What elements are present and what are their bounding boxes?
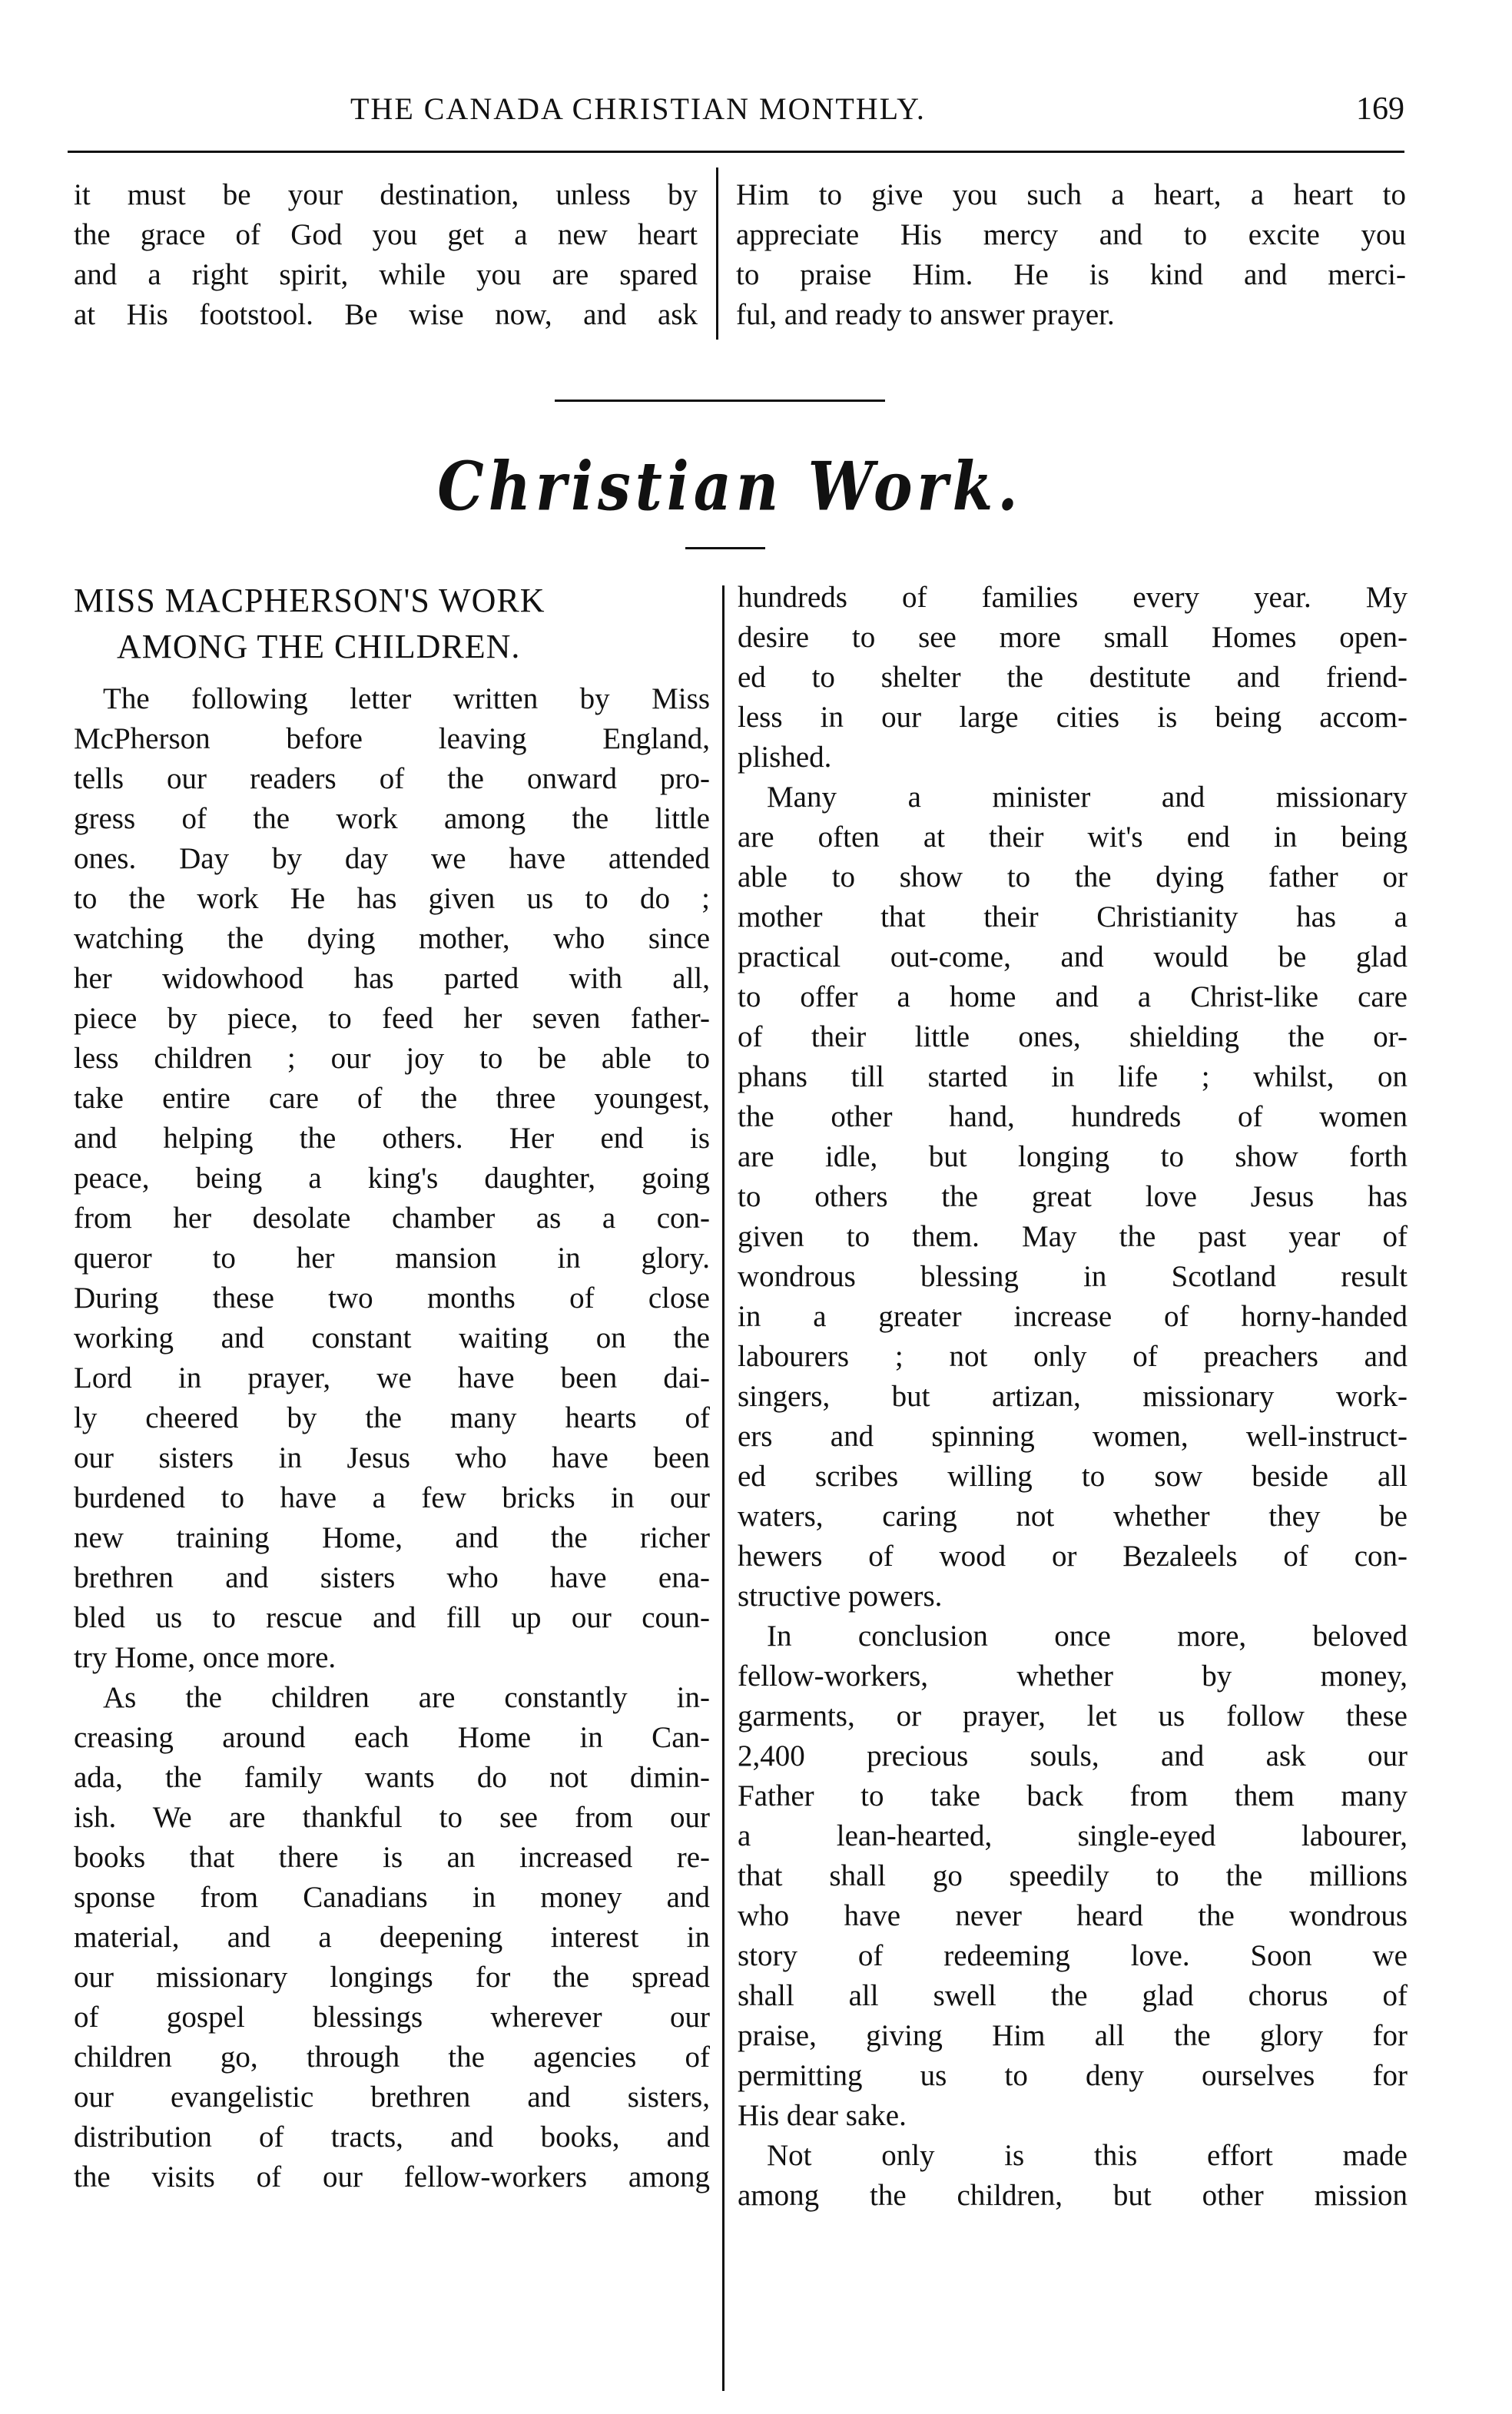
- text-line: who have never heard the wondrous: [738, 1899, 1408, 1932]
- text-line: During these two months of close: [74, 1282, 710, 1315]
- text-line: ada, the family wants do not dimin-: [74, 1761, 710, 1794]
- text-line: Him to give you such a heart, a heart to: [736, 178, 1406, 211]
- text-line: ish. We are thankful to see from our: [74, 1801, 710, 1834]
- text-line: to offer a home and a Christ-like care: [738, 980, 1408, 1013]
- text-line: phans till started in life ; whilst, on: [738, 1060, 1408, 1093]
- text-line: permitting us to deny ourselves for: [738, 2059, 1408, 2092]
- text-line: garments, or prayer, let us follow these: [738, 1699, 1408, 1733]
- text-line: ed to shelter the destitute and friend-: [738, 661, 1408, 694]
- text-line: sponse from Canadians in money and: [74, 1881, 710, 1914]
- text-line: a lean-hearted, single-eyed labourer,: [738, 1819, 1408, 1852]
- text-line: able to show to the dying father or: [738, 860, 1408, 894]
- text-line: ers and spinning women, well-instruct-: [738, 1420, 1408, 1453]
- column-divider: [722, 585, 724, 2391]
- text-line: of gospel blessings wherever our: [74, 2001, 710, 2034]
- text-line: plished.: [738, 741, 832, 774]
- text-line: ly cheered by the many hearts of: [74, 1401, 710, 1434]
- text-line: our missionary longings for the spread: [74, 1961, 710, 1994]
- text-line: watching the dying mother, who since: [74, 922, 710, 955]
- running-title: THE CANADA CHRISTIAN MONTHLY.: [350, 91, 926, 126]
- text-line: queror to her mansion in glory.: [74, 1242, 710, 1275]
- text-line: creasing around each Home in Can-: [74, 1721, 710, 1754]
- text-line: structive powers.: [738, 1580, 943, 1613]
- text-line: the visits of our fellow-workers among: [74, 2160, 710, 2193]
- text-line: fellow-workers, whether by money,: [738, 1660, 1408, 1693]
- text-line: and a right spirit, while you are spared: [74, 258, 698, 291]
- right-article-column: [738, 578, 1408, 2216]
- section-separator-rule: [555, 400, 885, 402]
- text-line: the other hand, hundreds of women: [738, 1100, 1408, 1133]
- text-line: hewers of wood or Bezaleels of con-: [738, 1540, 1408, 1573]
- text-line: our evangelistic brethren and sisters,: [74, 2081, 710, 2114]
- text-line: take entire care of the three youngest,: [74, 1082, 710, 1115]
- text-line: to the work He has given us to do ;: [74, 882, 710, 915]
- text-line: from her desolate chamber as a con-: [74, 1202, 710, 1235]
- top-right-column: [736, 175, 1406, 335]
- text-line: shall all swell the glad chorus of: [738, 1979, 1408, 2012]
- text-line: the grace of God you get a new heart: [74, 218, 698, 251]
- text-line: her widowhood has parted with all,: [74, 962, 710, 995]
- text-line: story of redeeming love. Soon we: [738, 1939, 1408, 1972]
- text-line: tells our readers of the onward pro-: [74, 762, 710, 795]
- text-line: burdened to have a few bricks in our: [74, 1481, 710, 1514]
- text-line: brethren and sisters who have ena-: [74, 1561, 710, 1594]
- text-line: desire to see more small Homes open-: [738, 621, 1408, 654]
- text-line: less children ; our joy to be able to: [74, 1042, 710, 1075]
- text-line: working and constant waiting on the: [74, 1321, 710, 1355]
- text-line: labourers ; not only of preachers and: [738, 1340, 1408, 1373]
- text-line: Father to take back from them many: [738, 1779, 1408, 1812]
- text-line: it must be your destination, unless by: [74, 178, 698, 211]
- text-line: wondrous blessing in Scotland result: [738, 1260, 1408, 1293]
- text-line: children go, through the agencies of: [74, 2041, 710, 2074]
- text-line: Lord in prayer, we have been dai-: [74, 1361, 710, 1394]
- text-line: gress of the work among the little: [74, 802, 710, 835]
- text-line: of their little ones, shielding the or-: [738, 1020, 1408, 1053]
- article-heading-line-2: AMONG THE CHILDREN.: [117, 628, 521, 665]
- running-header: [68, 86, 1404, 140]
- header-rule: [68, 151, 1404, 153]
- text-line: singers, but artizan, missionary work-: [738, 1380, 1408, 1413]
- page-number: 169: [1356, 91, 1404, 127]
- text-line: Many a minister and missionary: [767, 781, 1408, 814]
- article-heading-line-1: MISS MACPHERSON'S WORK: [74, 582, 545, 619]
- column-divider: [716, 167, 718, 340]
- text-line: material, and a deepening interest in: [74, 1921, 710, 1954]
- text-line: hundreds of families every year. My: [738, 581, 1408, 614]
- text-line: In conclusion once more, beloved: [767, 1620, 1408, 1653]
- text-line: 2,400 precious souls, and ask our: [738, 1739, 1408, 1772]
- text-line: McPherson before leaving England,: [74, 722, 710, 755]
- text-line: try Home, once more.: [74, 1641, 337, 1674]
- text-line: that shall go speedily to the millions: [738, 1859, 1408, 1892]
- title-underline-rule: [685, 547, 765, 549]
- text-line: waters, caring not whether they be: [738, 1500, 1408, 1533]
- text-line: peace, being a king's daughter, going: [74, 1162, 710, 1195]
- text-line: less in our large cities is being accom-: [738, 701, 1408, 734]
- text-line: books that there is an increased re-: [74, 1841, 710, 1874]
- text-line: ed scribes willing to sow beside all: [738, 1460, 1408, 1493]
- text-line: are idle, but longing to show forth: [738, 1140, 1408, 1173]
- text-line: distribution of tracts, and books, and: [74, 2121, 710, 2154]
- text-line: mother that their Christianity has a: [738, 900, 1408, 933]
- text-line: As the children are constantly in-: [103, 1681, 710, 1714]
- text-line: to praise Him. He is kind and merci-: [736, 258, 1406, 291]
- text-line: given to them. May the past year of: [738, 1220, 1408, 1253]
- left-article-column: [74, 578, 710, 2197]
- text-line: practical out-come, and would be glad: [738, 940, 1408, 973]
- text-line: piece by piece, to feed her seven father-: [74, 1002, 710, 1035]
- text-line: ful, and ready to answer prayer.: [736, 298, 1115, 331]
- text-line: appreciate His mercy and to excite you: [736, 218, 1406, 251]
- text-line: new training Home, and the richer: [74, 1521, 710, 1554]
- text-line: at His footstool. Be wise now, and ask: [74, 298, 698, 331]
- text-line: His dear sake.: [738, 2099, 907, 2132]
- text-line: and helping the others. Her end is: [74, 1122, 710, 1155]
- text-line: praise, giving Him all the glory for: [738, 2019, 1408, 2052]
- text-line: are often at their wit's end in being: [738, 821, 1408, 854]
- text-line: among the children, but other mission: [738, 2179, 1408, 2212]
- text-line: our sisters in Jesus who have been: [74, 1441, 710, 1474]
- top-left-column: [74, 175, 698, 335]
- text-line: bled us to rescue and fill up our coun-: [74, 1601, 710, 1634]
- text-line: The following letter written by Miss: [103, 682, 710, 715]
- text-line: to others the great love Jesus has: [738, 1180, 1408, 1213]
- section-title: Christian Work.: [437, 446, 1023, 526]
- text-line: Not only is this effort made: [767, 2139, 1408, 2172]
- text-line: ones. Day by day we have attended: [74, 842, 710, 875]
- text-line: in a greater increase of horny-handed: [738, 1300, 1408, 1333]
